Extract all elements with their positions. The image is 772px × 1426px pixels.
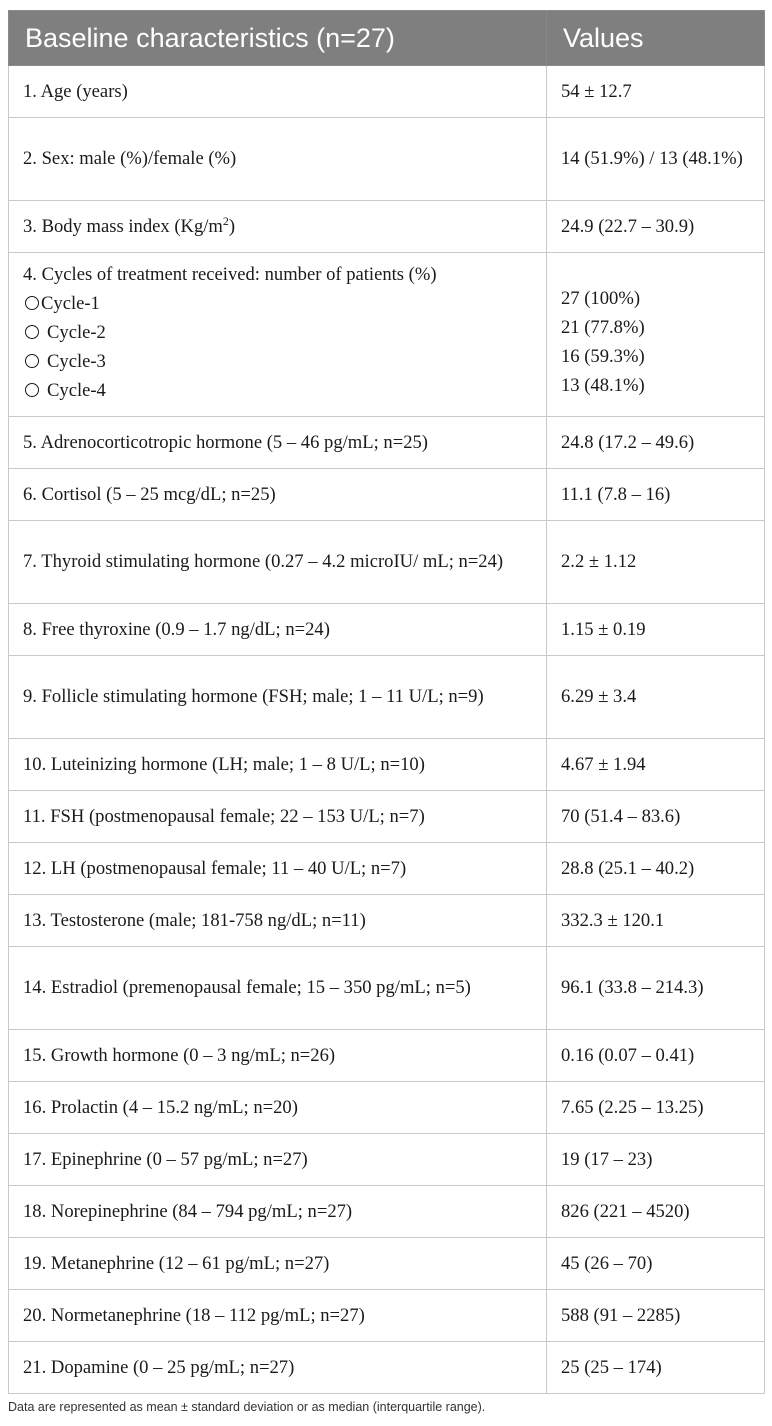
cycle-item [23,376,532,405]
cycle-value: 27 (100%) [561,288,641,309]
table-row [9,791,765,843]
row-value: 96.1 (33.8 – 214.3) [547,947,765,1030]
cycle-item [23,318,532,347]
row-label [9,201,547,253]
row-label: 2. Sex: male (%)/female (%) [9,118,547,201]
row-label: 10. Luteinizing hormone (LH; male; 1 – 8 U/L; n=10) [9,739,547,791]
table-row [9,417,765,469]
table-row [9,118,765,201]
table-footnote: Data are represented as mean ± standard deviation or as median (interquartile range). [8,1400,486,1414]
row-value: 2.2 ± 1.12 [547,521,765,604]
row-value: 70 (51.4 – 83.6) [547,791,765,843]
table-row [9,947,765,1030]
row-value: 54 ± 12.7 [547,66,765,118]
row-value: 24.8 (17.2 – 49.6) [547,417,765,469]
cycle-label: Cycle-1 [41,293,100,314]
table-row [9,521,765,604]
row-value: 332.3 ± 120.1 [547,895,765,947]
header-values: Values [547,11,765,66]
bmi-label-close: ) [228,215,236,237]
row-label: 20. Normetanephrine (18 – 112 pg/mL; n=27) [9,1290,547,1342]
row-label: 13. Testosterone (male; 181-758 ng/dL; n=11) [9,895,547,947]
row-label: 7. Thyroid stimulating hormone (0.27 – 4.2 microIU/ mL; n=24) [9,521,547,604]
table-row [9,656,765,739]
row-label: 16. Prolactin (4 – 15.2 ng/mL; n=20) [9,1082,547,1134]
table-row [9,1342,765,1394]
circle-bullet-icon [25,354,39,368]
table-header [9,11,765,66]
row-value: 24.9 (22.7 – 30.9) [547,201,765,253]
row-label: 5. Adrenocorticotropic hormone (5 – 46 pg/mL; n=25) [9,417,547,469]
table-row [9,739,765,791]
row-label: 15. Growth hormone (0 – 3 ng/mL; n=26) [9,1030,547,1082]
cycle-value: 21 (77.8%) [561,317,645,338]
row-label [9,253,547,417]
circle-bullet-icon [25,325,39,339]
circle-bullet-icon [25,383,39,397]
header-characteristics: Baseline characteristics (n=27) [9,11,547,66]
cycle-label: Cycle-4 [47,380,106,401]
row-value: 25 (25 – 174) [547,1342,765,1394]
row-value: 826 (221 – 4520) [547,1186,765,1238]
row-label: 18. Norepinephrine (84 – 794 pg/mL; n=27) [9,1186,547,1238]
table-row [9,1238,765,1290]
row-label: 12. LH (postmenopausal female; 11 – 40 U/L; n=7) [9,843,547,895]
table-row [9,253,765,417]
table-row [9,469,765,521]
table-row [9,604,765,656]
table-row [9,1082,765,1134]
cycle-item [23,347,532,376]
bmi-superscript: 2 [222,213,229,228]
baseline-characteristics-table [8,10,765,1394]
row-value: 1.15 ± 0.19 [547,604,765,656]
row-value: 14 (51.9%) / 13 (48.1%) [547,118,765,201]
row-value: 45 (26 – 70) [547,1238,765,1290]
row-value: 28.8 (25.1 – 40.2) [547,843,765,895]
row-label: 19. Metanephrine (12 – 61 pg/mL; n=27) [9,1238,547,1290]
row-value: 0.16 (0.07 – 0.41) [547,1030,765,1082]
table-row [9,1290,765,1342]
cycle-value: 13 (48.1%) [561,375,645,396]
row-label: 21. Dopamine (0 – 25 pg/mL; n=27) [9,1342,547,1394]
row-value: 588 (91 – 2285) [547,1290,765,1342]
row-label: 1. Age (years) [9,66,547,118]
row-value: 11.1 (7.8 – 16) [547,469,765,521]
row-value: 6.29 ± 3.4 [547,656,765,739]
table-row [9,66,765,118]
cycle-label: Cycle-2 [47,322,106,343]
table-container [8,10,764,1414]
cycle-item [23,289,532,318]
circle-bullet-icon [25,296,39,310]
row-value: 19 (17 – 23) [547,1134,765,1186]
table-body [9,66,765,1394]
row-label: 14. Estradiol (premenopausal female; 15 – 350 pg/mL; n=5) [9,947,547,1030]
header-row [9,11,765,66]
row-value: 4.67 ± 1.94 [547,739,765,791]
row-label: 6. Cortisol (5 – 25 mcg/dL; n=25) [9,469,547,521]
table-row [9,843,765,895]
table-row [9,1134,765,1186]
row-label: 8. Free thyroxine (0.9 – 1.7 ng/dL; n=24) [9,604,547,656]
table-row [9,1186,765,1238]
cycles-label: 4. Cycles of treatment received: number of patients (%) [23,264,437,285]
row-value [547,253,765,417]
row-label: 11. FSH (postmenopausal female; 22 – 153 U/L; n=7) [9,791,547,843]
row-label: 9. Follicle stimulating hormone (FSH; male; 1 – 11 U/L; n=9) [9,656,547,739]
table-row [9,895,765,947]
table-row [9,1030,765,1082]
cycle-label: Cycle-3 [47,351,106,372]
bmi-label-text: 3. Body mass index (Kg/m [23,215,223,237]
cycle-value: 16 (59.3%) [561,346,645,367]
row-value: 7.65 (2.25 – 13.25) [547,1082,765,1134]
table-row [9,201,765,253]
row-label: 17. Epinephrine (0 – 57 pg/mL; n=27) [9,1134,547,1186]
